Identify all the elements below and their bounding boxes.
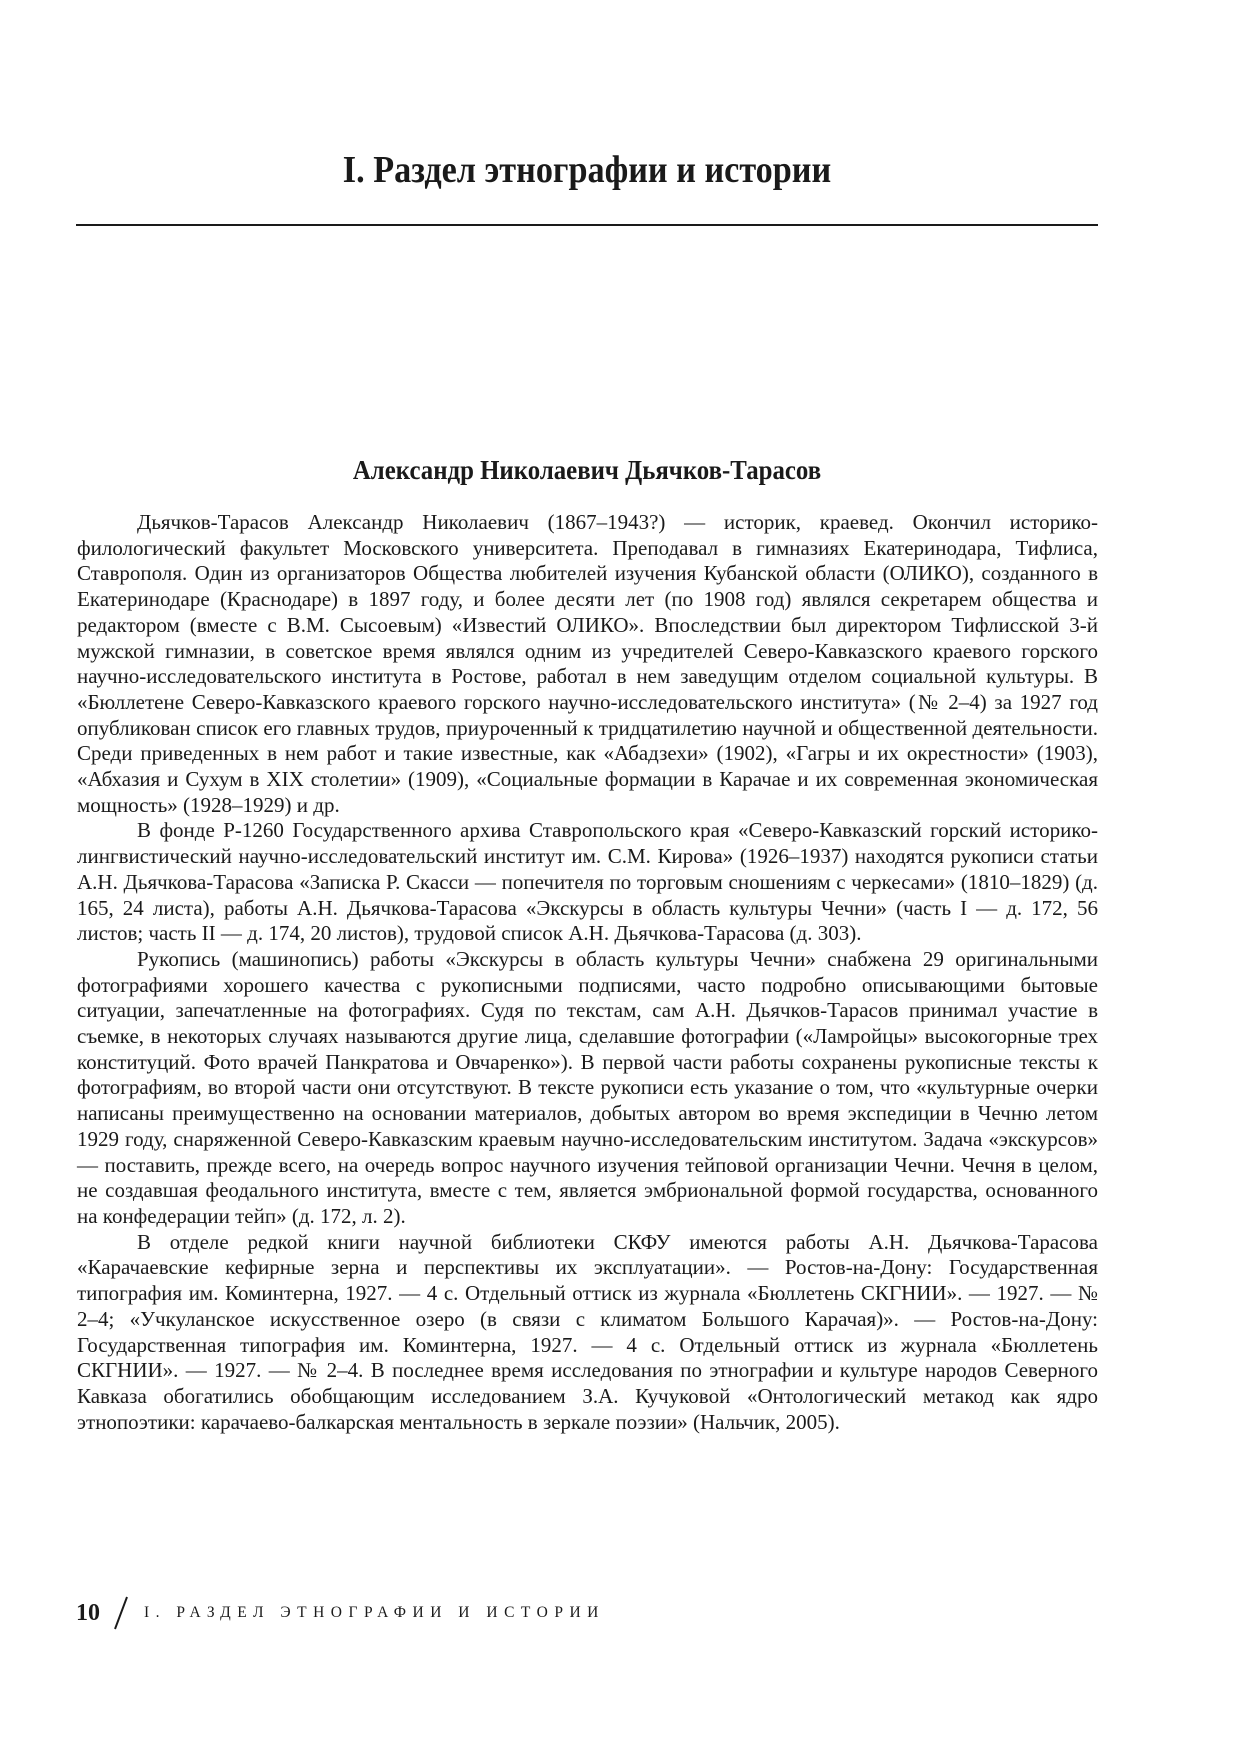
running-head: I. РАЗДЕЛ ЭТНОГРАФИИ И ИСТОРИИ [144,1604,605,1621]
paragraph-manuscript: Рукопись (машинопись) работы «Экскурсы в область культуры Чечни» снабжена 29 оригинальными фотографиями хорошего качества с рукописными подписями, часто подробно описывающими бытовые ситуации, запечатленные на фотографиях. Судя по текстам, сам А.Н. Дьячков-Тарасов принимал участие в съемке, в некоторых случаях называются другие лица, сделавшие фотографии («Ламройцы» высокогорные трех конституций. Фото врачей Панкратова и Овчаренко»). В первой части работы сохранены рукописные тексты к фотографиям, во второй части они отсутствуют. В тексте рукописи есть указание о том, что «культурные очерки написаны преимущественно на основании материалов, добытых автором во время экспедиции в Чечню летом 1929 году, снаряженной Северо-Кавказским краевым научно-исследовательским институтом. Задача «экскурсов» — поставить, прежде всего, на очередь вопрос научного изучения тейповой организации Чечни. Чечня в целом, не создавшая феодального института, вместе с тем, является эмбриональной формой государства, основанного на конфедерации тейп» (д. 172, л. 2). [77,946,1098,1228]
title-divider [76,224,1098,226]
paragraph-library: В отделе редкой книги научной библиотеки СКФУ имеются работы А.Н. Дьячкова-Тарасова «Карачаевские кефирные зерна и перспективы их эксплуатации». — Ростов-на-Дону: Государственная типография им. Коминтерна, 1927. — 4 с. Отдельный оттиск из журнала «Бюллетень СКГНИИ». — 1927. — № 2–4; «Учкуланское искусственное озеро (в связи с климатом Большого Карачая)». — Ростов-на-Дону: Государственная типография им. Коминтерна, 1927. — 4 с. Отдельный оттиск из журнала «Бюллетень СКГНИИ». — 1927. — № 2–4. В последнее время исследования по этнографии и культуре народов Северного Кавказа обогатились обобщающим исследованием З.А. Кучуковой «Онтологический метакод как ядро этнопоэтики: карачаево-балкарская ментальность в зеркале поэзии» (Нальчик, 2005). [77,1229,1098,1434]
section-title: I. Раздел этнографии и истории [342,149,832,191]
slash-separator-icon [112,1593,130,1633]
paragraph-biography: Дьячков-Тарасов Александр Николаевич (1867–1943?) — историк, краевед. Окончил историко-филологический факультет Московского университета. Преподавал в гимназиях Екатеринодара, Тифлиса, Ставрополя. Один из организаторов Общества любителей изучения Кубанской области (ОЛИКО), созданного в Екатеринодаре (Краснодаре) в 1897 году, и более десяти лет (по 1908 год) являлся секретарем общества и редактором (вместе с В.М. Сысоевым) «Известий ОЛИКО». Впоследствии был директором Тифлисской 3-й мужской гимназии, в советское время являлся одним из учредителей Северо-Кавказского краевого горского научно-исследовательского института в Ростове, работал в нем заведущим отделом социальной культуры. В «Бюллетене Северо-Кавказского краевого горского научно-исследовательского института» (№ 2–4) за 1927 год опубликован список его главных трудов, приуроченный к тридцатилетию научной и общественной деятельности. Среди приведенных в нем работ и такие известные, как «Абадзехи» (1902), «Гагры и их окрестности» (1903), «Абхазия и Сухум в XIX столетии» (1909), «Социальные формации в Карачае и их современная экономическая мощность» (1928–1929) и др. [77,510,1098,817]
article-body [77,510,1098,1435]
article-title: Александр Николаевич Дьячков-Тарасов [352,455,822,485]
page-footer [76,1593,605,1633]
page-number: 10 [76,1600,100,1626]
paragraph-archive: В фонде Р-1260 Государственного архива Ставропольского края «Северо-Кавказский горский историко-лингвистический научно-исследовательский институт им. С.М. Кирова» (1926–1937) находятся рукописи статьи А.Н. Дьячкова-Тарасова «Записка Р. Скасси — попечителя по торговым сношениям с черкесами» (1810–1829) (д. 165, 24 листа), работы А.Н. Дьячкова-Тарасова «Экскурсы в область культуры Чечни» (часть I — д. 172, 56 листов; часть II — д. 174, 20 листов), трудовой список А.Н. Дьячкова-Тарасова (д. 303). [77,818,1098,946]
